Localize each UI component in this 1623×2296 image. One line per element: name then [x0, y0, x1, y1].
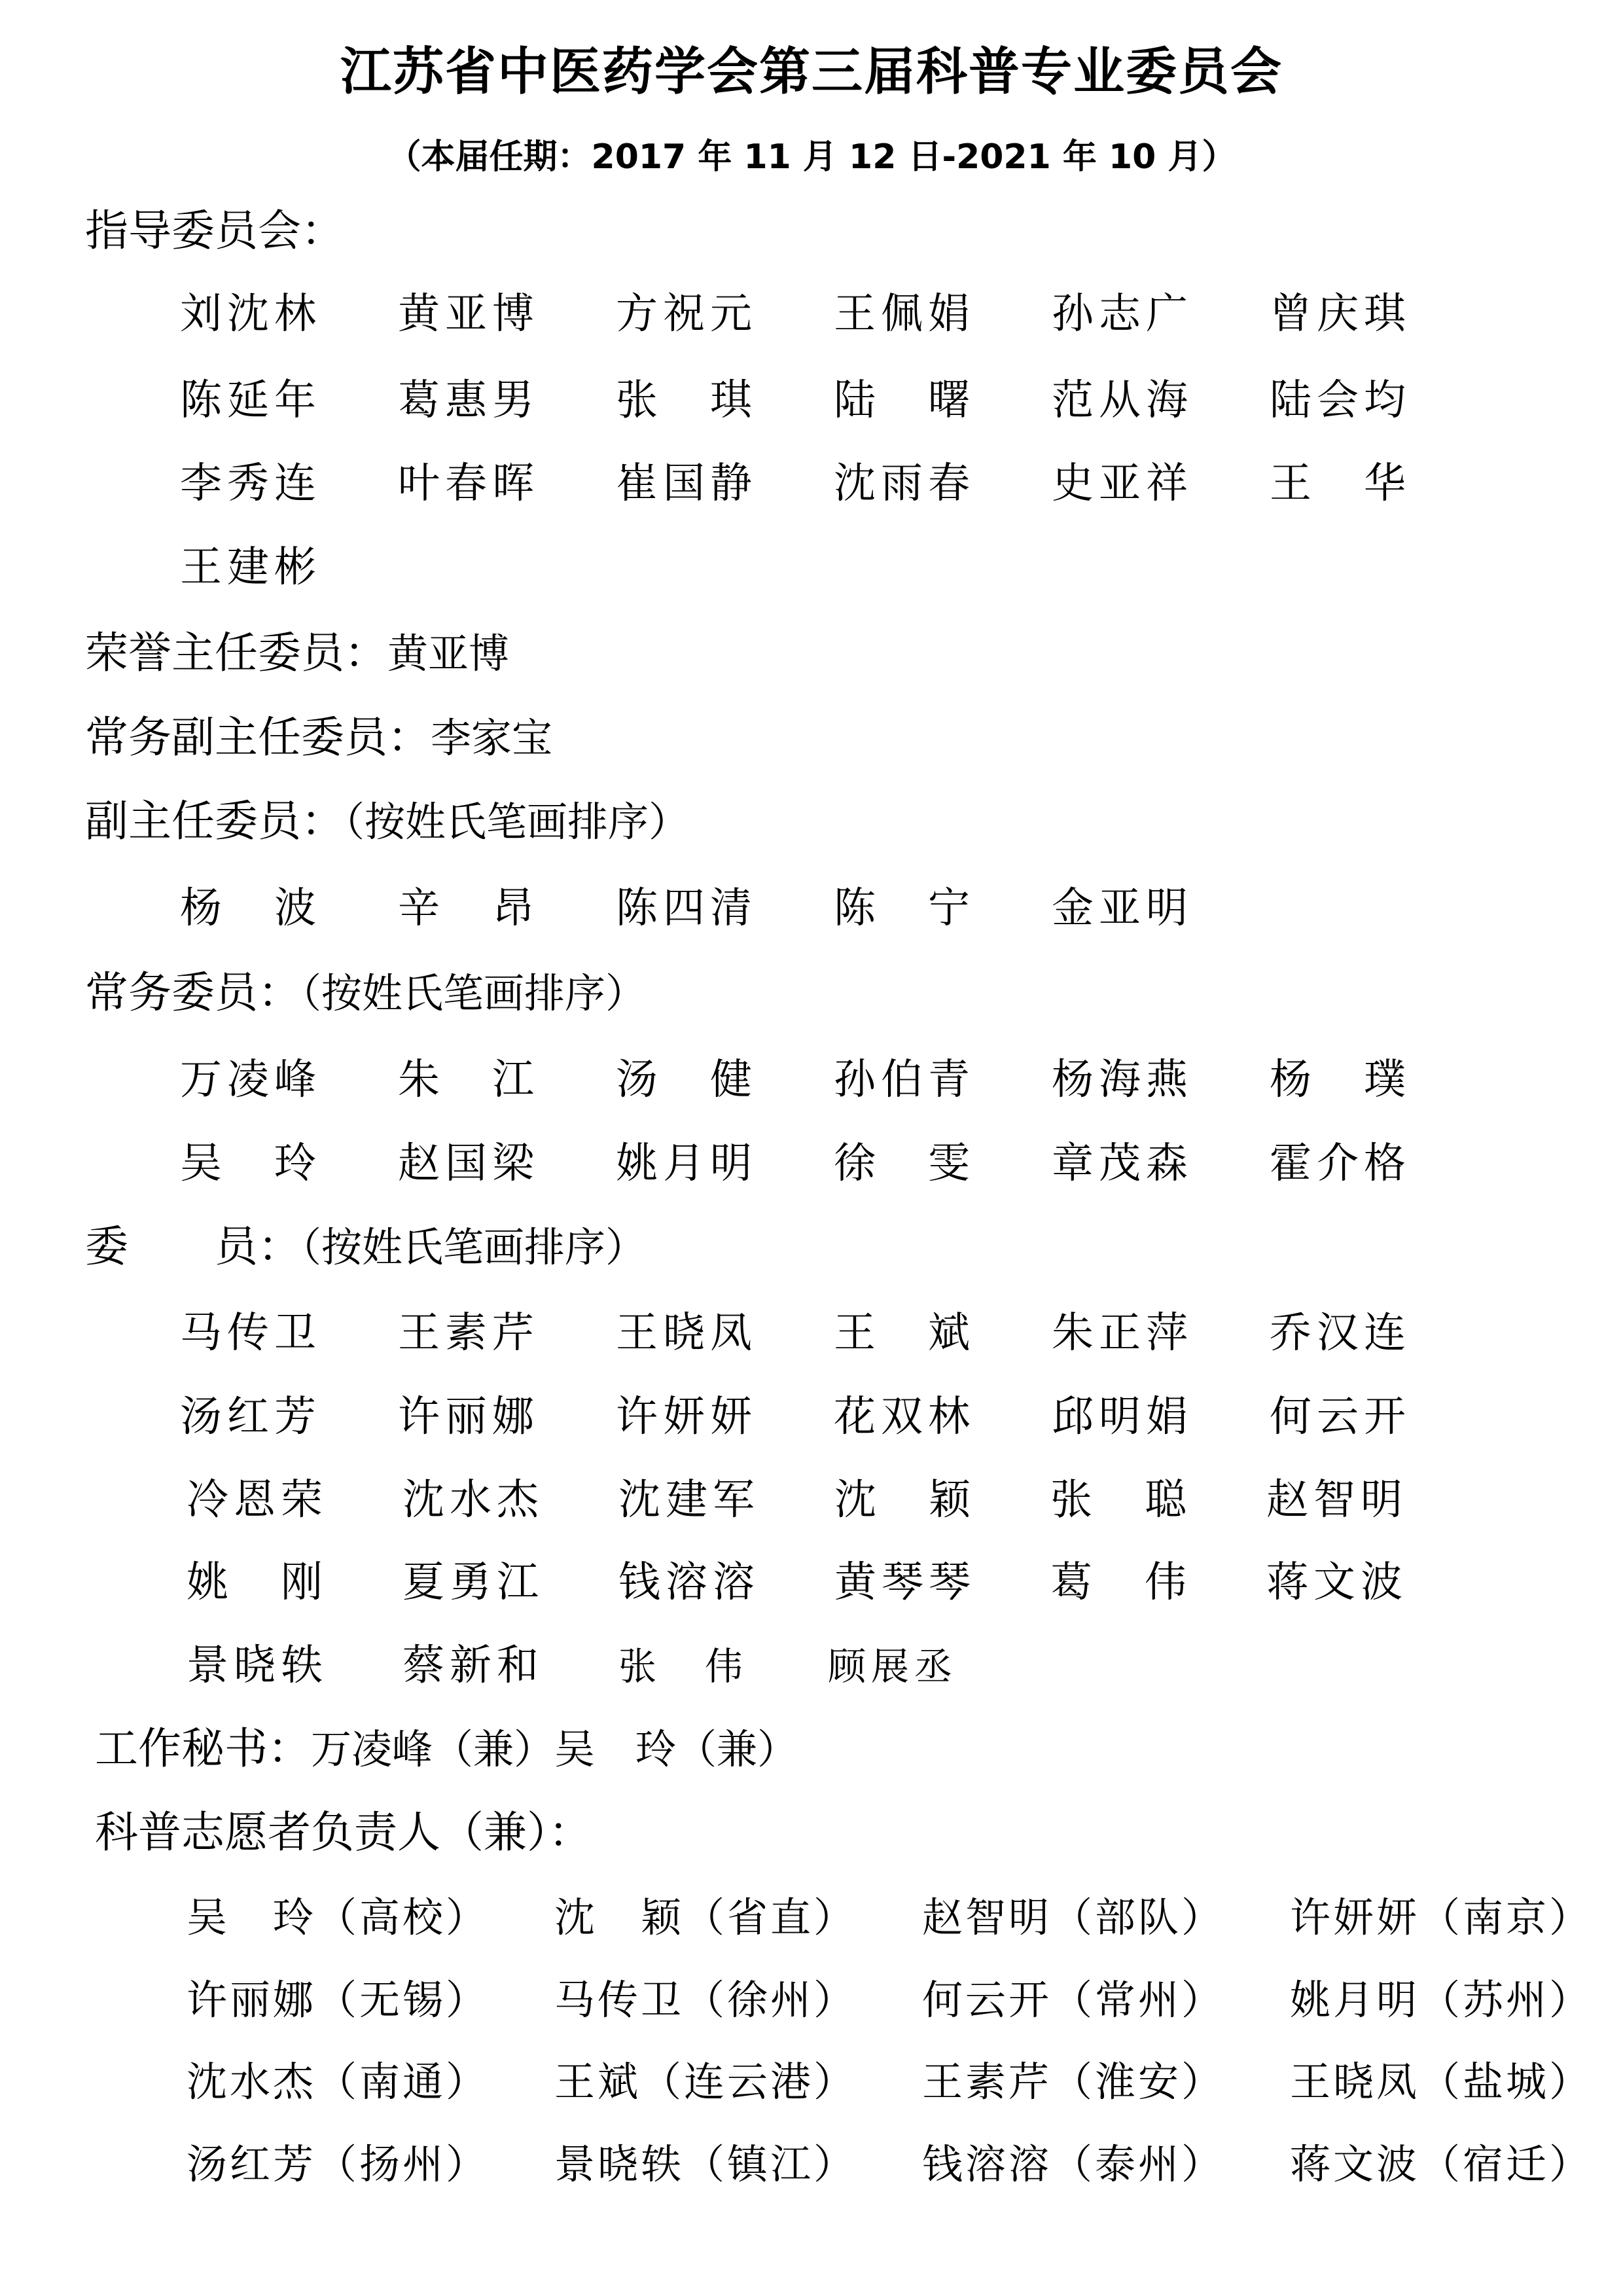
member-name: 王素芹 [398, 1309, 539, 1357]
members-label: 委 员： [85, 1221, 301, 1272]
member-name: 王建彬 [180, 543, 321, 592]
volunteer-leaders-row [187, 2053, 1623, 2111]
member-name: 沈水杰 [402, 1476, 544, 1524]
volunteer-leader: 景晓轶（镇江） [554, 2140, 857, 2188]
member-name: 马传卫 [180, 1309, 321, 1357]
members-row [180, 1304, 1488, 1363]
member-name: 陈延年 [180, 376, 321, 425]
standing-members-label: 常务委员： [85, 967, 301, 1018]
volunteer-leader: 钱溶溶（泰州） [922, 2140, 1225, 2188]
member-name: 蒋文波 [1266, 1558, 1408, 1607]
member-name: 蔡新和 [402, 1641, 544, 1690]
member-name: 霍介格 [1270, 1139, 1411, 1188]
member-name: 崔国静 [616, 459, 757, 508]
vice-chairs-row [180, 879, 1270, 938]
volunteer-leader: 吴 玲（高校） [187, 1893, 490, 1941]
vice-chairs-heading [85, 792, 689, 852]
member-name: 姚月明 [616, 1139, 757, 1188]
member-name: 万凌峰 [180, 1056, 321, 1104]
volunteer-leaders-row [187, 2135, 1623, 2194]
volunteer-leader: 何云开（常州） [922, 1976, 1225, 2024]
member-name: 张 伟 [618, 1644, 749, 1689]
volunteer-leaders-heading: 科普志愿者负责人（兼）： [95, 1807, 592, 1857]
member-name: 孙伯青 [834, 1056, 975, 1104]
guidance-row [180, 371, 1488, 430]
document-title: 江苏省中医药学会第三届科普专业委员会 [340, 43, 1283, 101]
member-name: 史亚祥 [1052, 459, 1193, 508]
volunteer-leader: 许丽娜（无锡） [187, 1976, 490, 2024]
secretary-label: 工作秘书： [95, 1723, 311, 1774]
member-name: 王晓凤 [616, 1309, 757, 1357]
member-name: 金亚明 [1052, 884, 1193, 933]
member-name: 徐 雯 [834, 1139, 975, 1188]
standing-members-row [180, 1050, 1488, 1109]
member-name: 范从海 [1052, 376, 1193, 425]
sort-note: （按姓氏笔画排序） [344, 798, 690, 846]
volunteer-leader: 赵智明（部队） [922, 1893, 1225, 1941]
members-row [187, 1636, 1037, 1696]
member-name: 葛惠男 [398, 376, 539, 425]
honorary-chair-label: 荣誉主任委员： [85, 628, 387, 678]
member-name: 汤红芳 [180, 1393, 321, 1441]
member-name: 王佩娟 [834, 290, 975, 338]
standing-members-heading [85, 963, 646, 1023]
member-name: 顾展丞 [828, 1644, 958, 1689]
member-name: 陆会均 [1270, 376, 1411, 425]
member-name: 陈 宁 [834, 884, 975, 933]
standing-members-row [180, 1134, 1488, 1193]
member-name: 许丽娜 [398, 1393, 539, 1441]
member-name: 王 斌 [834, 1309, 975, 1357]
volunteer-leader: 王素芹（淮安） [922, 2058, 1225, 2106]
member-name: 夏勇江 [402, 1558, 544, 1607]
member-name: 沈建军 [618, 1476, 760, 1524]
member-name: 曾庆琪 [1270, 290, 1411, 338]
member-name: 吴 玲 [180, 1139, 321, 1188]
sort-note: （按姓氏笔画排序） [301, 1223, 647, 1271]
members-row [187, 1471, 1482, 1530]
volunteer-leader: 蒋文波（宿迁） [1290, 2140, 1593, 2188]
member-name: 朱 江 [398, 1056, 539, 1104]
member-name: 张 琪 [616, 376, 757, 425]
member-name: 李秀连 [180, 459, 321, 508]
member-name: 许妍妍 [616, 1393, 757, 1441]
member-name: 赵国梁 [398, 1139, 539, 1188]
member-name: 姚 刚 [187, 1558, 328, 1607]
volunteer-leader: 汤红芳（扬州） [187, 2140, 490, 2188]
guidance-heading: 指导委员会： [85, 206, 344, 256]
member-name: 朱正萍 [1052, 1309, 1193, 1357]
member-name: 乔汉连 [1270, 1309, 1411, 1357]
vice-chairs-label: 副主任委员： [85, 796, 344, 846]
volunteer-leader: 许妍妍（南京） [1290, 1893, 1593, 1941]
member-name: 陈四清 [616, 884, 757, 933]
members-row [180, 1388, 1488, 1446]
volunteer-leaders-row [187, 1971, 1623, 2030]
member-name: 杨 波 [180, 884, 321, 933]
secretary-names: 万凌峰（兼）吴 玲（兼） [311, 1725, 798, 1773]
secretary-line [95, 1719, 798, 1779]
member-name: 陆 曙 [834, 376, 975, 425]
guidance-row [180, 538, 398, 597]
member-name: 黄琴琴 [834, 1558, 976, 1607]
guidance-row [180, 454, 1488, 513]
volunteer-leader: 王斌（连云港） [554, 2058, 857, 2106]
member-name: 杨海燕 [1052, 1056, 1193, 1104]
member-name: 张 聪 [1050, 1476, 1192, 1524]
honorary-chair-line [85, 624, 509, 683]
member-name: 王 华 [1270, 459, 1411, 508]
member-name: 方祝元 [616, 290, 757, 338]
executive-vice-chair-line [85, 708, 552, 768]
volunteer-leader: 沈 颖（省直） [554, 1893, 857, 1941]
volunteer-leader: 沈水杰（南通） [187, 2058, 490, 2106]
member-name: 黄亚博 [398, 290, 539, 338]
member-name: 杨 璞 [1270, 1056, 1411, 1104]
member-name: 葛 伟 [1050, 1558, 1192, 1607]
member-name: 景晓轶 [187, 1641, 328, 1690]
members-heading [85, 1217, 646, 1277]
member-name: 辛 昂 [398, 884, 539, 933]
member-name: 孙志广 [1052, 290, 1193, 338]
term-period: （本届任期：2017 年 11 月 12 日-2021 年 10 月） [387, 137, 1236, 177]
member-name: 叶春晖 [398, 459, 539, 508]
member-name: 刘沈林 [180, 290, 321, 338]
member-name: 汤 健 [616, 1056, 757, 1104]
guidance-row [180, 285, 1488, 344]
member-name: 沈 颖 [834, 1476, 976, 1524]
member-name: 赵智明 [1266, 1476, 1408, 1524]
member-name: 何云开 [1270, 1393, 1411, 1441]
volunteer-leader: 马传卫（徐州） [554, 1976, 857, 2024]
member-name: 邱明娟 [1052, 1393, 1193, 1441]
executive-vice-chair-name: 李家宝 [431, 714, 553, 762]
volunteer-leaders-row [187, 1888, 1623, 1947]
member-name: 冷恩荣 [187, 1476, 328, 1524]
member-name: 花双林 [834, 1393, 975, 1441]
volunteer-leader: 姚月明（苏州） [1290, 1976, 1593, 2024]
member-name: 钱溶溶 [618, 1558, 760, 1607]
executive-vice-chair-label: 常务副主任委员： [85, 712, 431, 762]
members-row [187, 1553, 1482, 1612]
member-name: 沈雨春 [834, 459, 975, 508]
member-name: 章茂森 [1052, 1139, 1193, 1188]
volunteer-leader: 王晓凤（盐城） [1290, 2058, 1593, 2106]
sort-note: （按姓氏笔画排序） [301, 969, 647, 1017]
honorary-chair-name: 黄亚博 [387, 630, 510, 677]
